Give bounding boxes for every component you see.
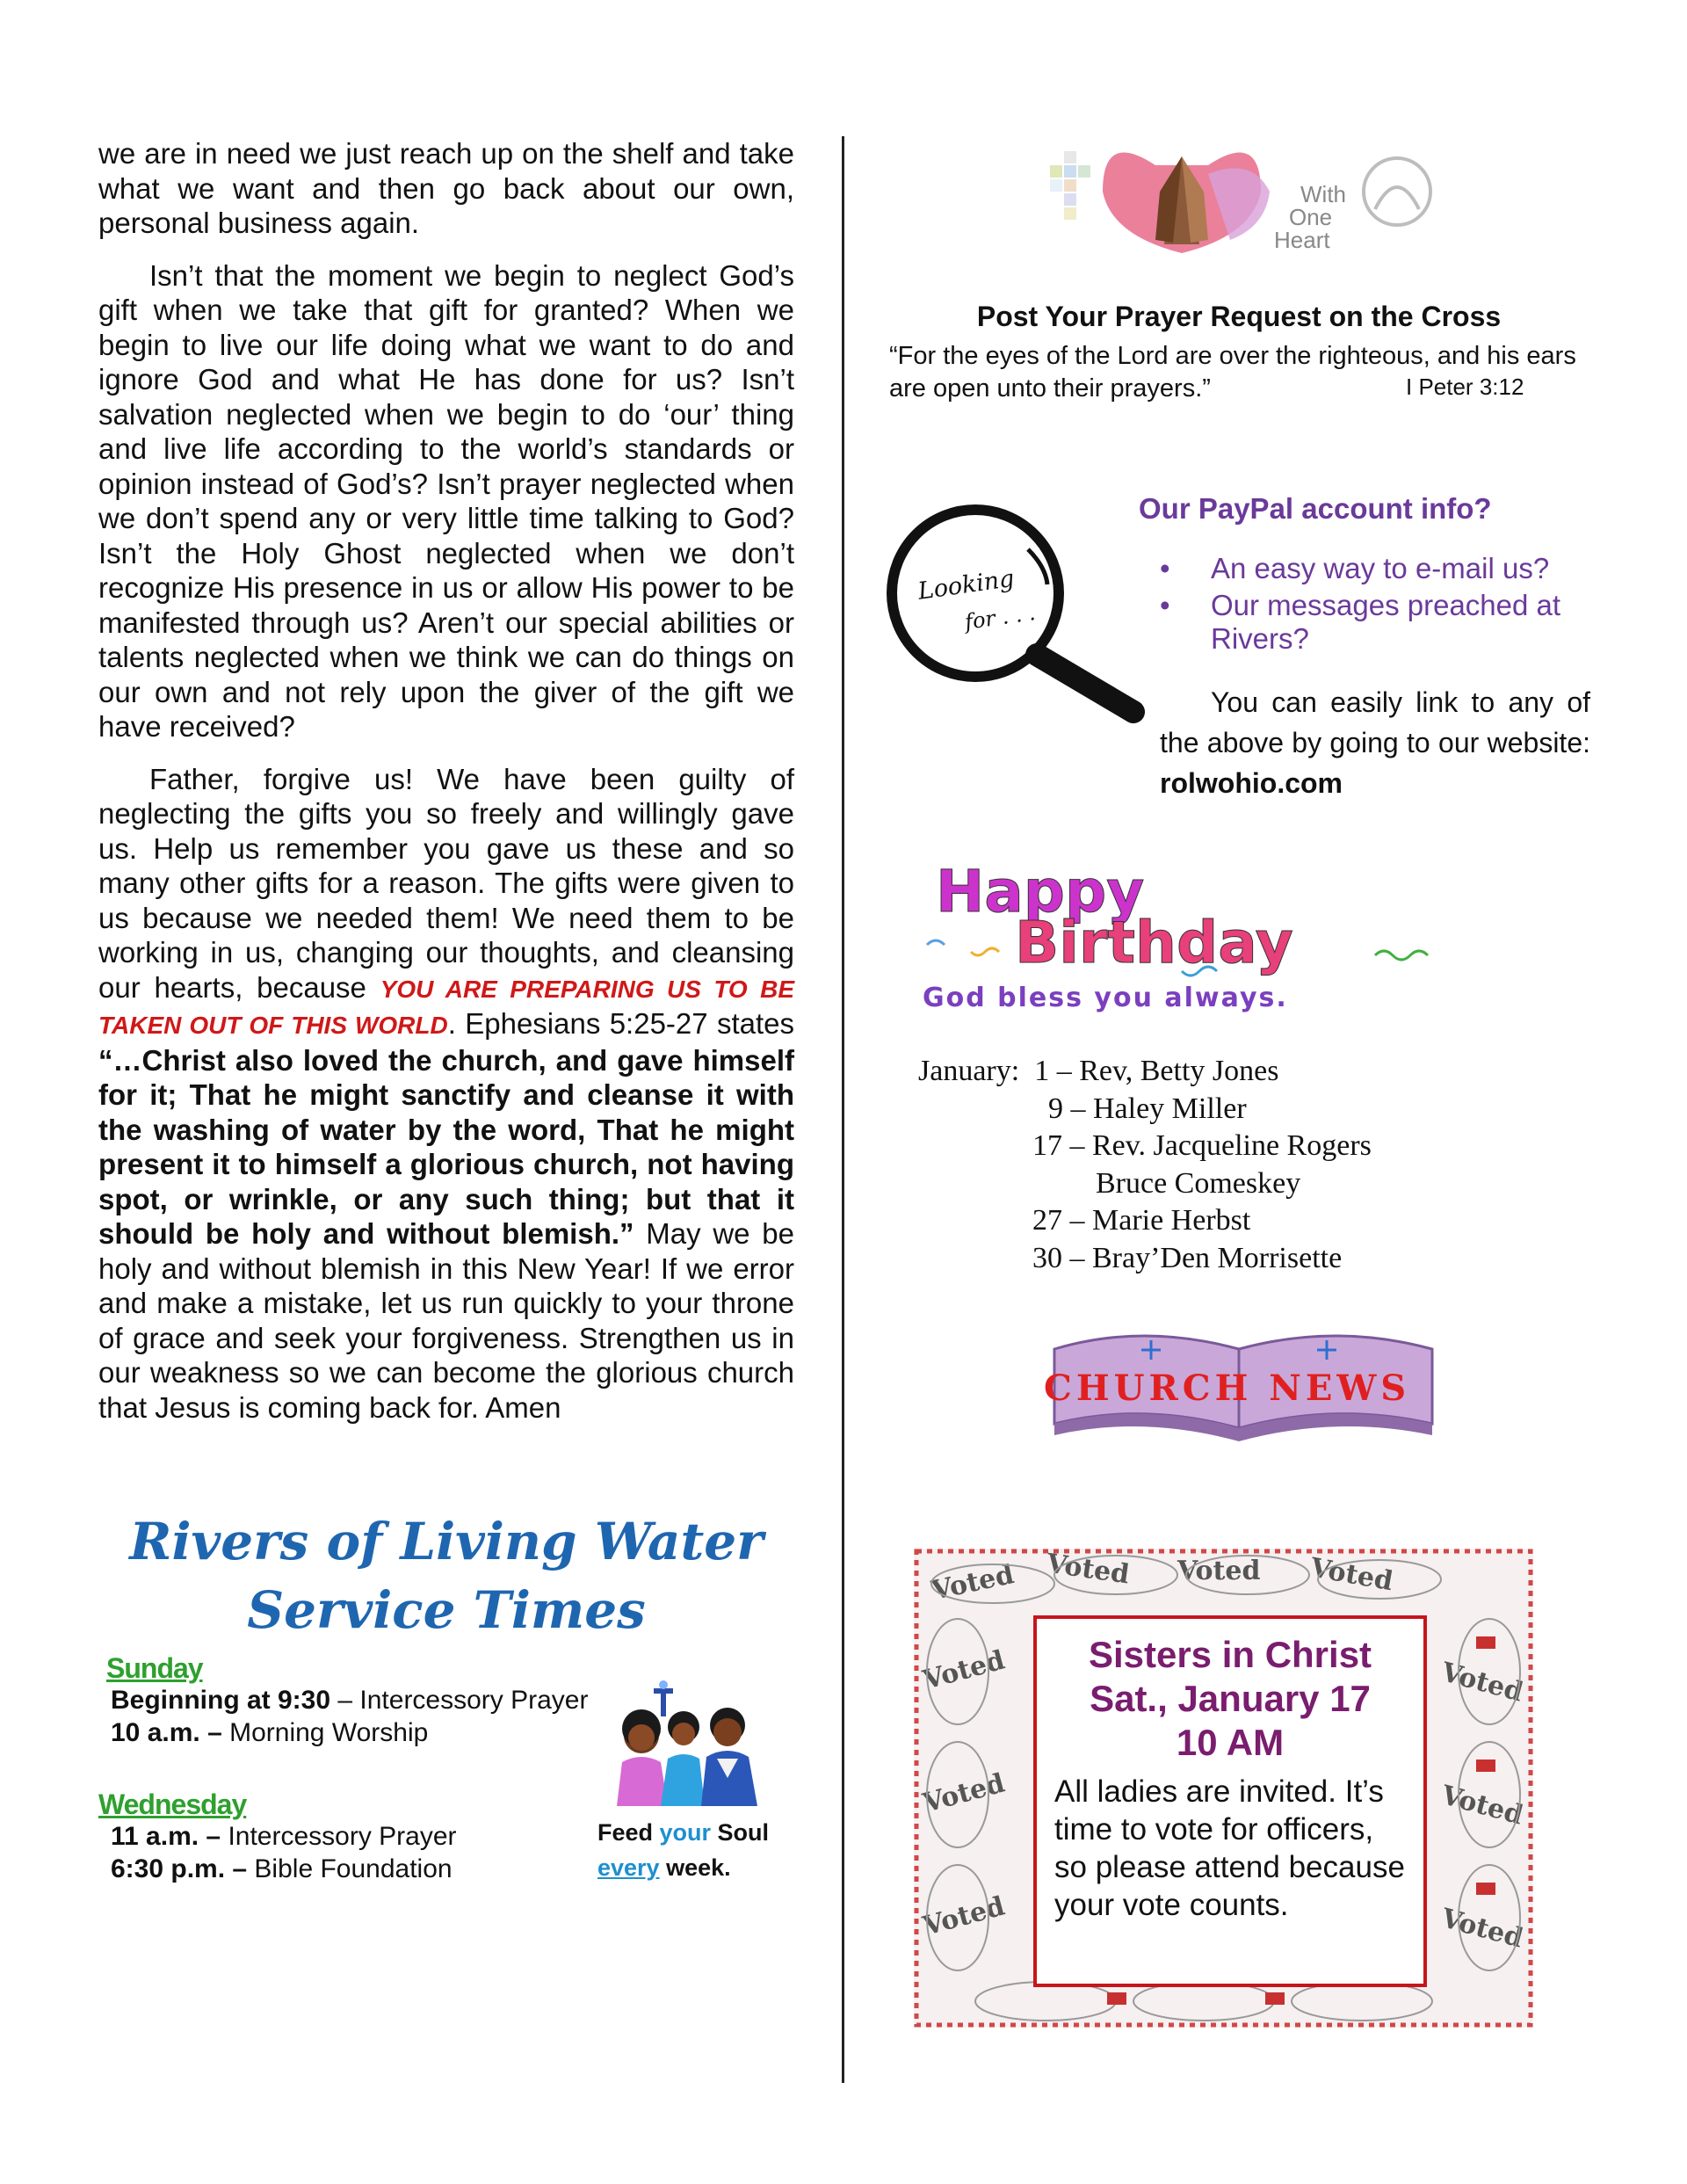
sunday-label: Sunday <box>106 1652 203 1684</box>
scripture-quote: “…Christ also loved the church, and gave himself for it; That he might sanctify and cleanse it with the washing of water by the word, That he might present it to himself a glorious church, not having spot, or wrinkle, or any such thing; but that it should be holy and without blemish.” <box>98 1043 794 1250</box>
frame-word: Voted <box>929 1559 1017 1607</box>
happy-birthday-banner <box>918 857 1481 1024</box>
sisters-title-line-3: 10 AM <box>1176 1722 1285 1763</box>
birthday-day: 9 <box>1048 1092 1063 1125</box>
paypal-description: You can easily link to any of the above by going to our website: <box>1160 686 1590 758</box>
birthday-row <box>918 1165 1372 1203</box>
banner-god-bless: God bless you always. <box>923 983 1288 1013</box>
birthday-day: 27 <box>1032 1204 1062 1237</box>
banner-birthday: Birthday <box>1015 909 1293 976</box>
service-desc: Intercessory Prayer <box>221 1822 457 1851</box>
service-times-title <box>98 1507 794 1644</box>
birthday-row: January: 1 – Rev, Betty Jones <box>918 1055 1279 1087</box>
feed-line-2 <box>597 1850 769 1885</box>
wednesday-service-2 <box>111 1853 453 1886</box>
sunday-service-1 <box>111 1684 588 1717</box>
article-paragraph-3 <box>98 762 794 1426</box>
feed-your-soul <box>597 1815 769 1885</box>
feed-every: every <box>597 1854 660 1881</box>
service-time: Beginning at 9:30 <box>111 1686 331 1715</box>
looking-for-text-2: for . . . <box>963 599 1037 635</box>
frame-word: Voted <box>1437 1903 1526 1955</box>
prayer-request-title: Post Your Prayer Request on the Cross <box>976 301 1502 332</box>
frame-word: Voted <box>919 1644 1009 1696</box>
frame-word: Voted <box>919 1890 1009 1942</box>
feed-text: Feed <box>597 1819 660 1846</box>
article-paragraph-1: we are in need we just reach up on the shelf and take what we want and then go back about our own, personal business again. <box>98 137 794 239</box>
website-link[interactable]: rolwohio.com <box>1160 767 1343 799</box>
feed-text: week. <box>659 1854 731 1881</box>
feed-text: Soul <box>711 1819 770 1846</box>
service-title-line-2: Service Times <box>247 1580 646 1640</box>
birthday-name: Bray’Den Morrisette <box>1092 1241 1343 1274</box>
frame-word: Voted <box>1437 1780 1526 1832</box>
wednesday-service-1 <box>111 1820 457 1854</box>
birthday-row: 30 – Bray’Den Morrisette <box>1032 1241 1343 1274</box>
birthday-row: 27 – Marie Herbst <box>1032 1204 1251 1237</box>
verse-reference: I Peter 3:12 <box>1406 374 1524 400</box>
paypal-text <box>1160 682 1590 803</box>
sisters-title <box>1037 1633 1423 1765</box>
frame-word: Voted <box>1307 1552 1395 1598</box>
service-desc: Bible Foundation <box>247 1854 453 1883</box>
birthday-list <box>918 1053 1372 1277</box>
article-column <box>98 136 794 1442</box>
service-time: 10 a.m. – <box>111 1718 222 1747</box>
service-desc: – Intercessory Prayer <box>330 1686 589 1715</box>
list-item: • Our messages preached at Rivers? <box>1160 589 1590 656</box>
birthday-row: 17 – Rev. Jacqueline Rogers <box>1032 1129 1372 1162</box>
article-emphasis-red: YOU ARE PREPARING US TO BE TAKEN OUT OF THIS WORLD <box>98 975 794 1039</box>
birthday-name: Rev. Jacqueline Rogers <box>1092 1129 1372 1162</box>
church-news-text: CHURCH NEWS <box>1044 1368 1411 1409</box>
feed-line-1 <box>597 1815 769 1850</box>
article-text: May we be holy and without blemish in this New Year! If we error and make a mistake, let us run quickly to your throne of grace and seek your forgiveness. Strengthen us in our weakness so we can become the glorious church that Jesus is coming back for. Amen <box>98 1217 794 1424</box>
birthday-name: Haley Miller <box>1093 1092 1247 1125</box>
frame-word: Voted <box>1177 1556 1261 1586</box>
birthday-name: Rev, Betty Jones <box>1079 1055 1279 1087</box>
with-one-heart-logo <box>1050 139 1437 258</box>
birthday-day: 1 <box>1034 1055 1050 1087</box>
family-worship-illustration <box>606 1674 764 1806</box>
service-time: 6:30 p.m. – <box>111 1854 248 1883</box>
logo-text-one: One <box>1289 204 1333 230</box>
birthday-day: 30 <box>1032 1241 1062 1274</box>
wednesday-label: Wednesday <box>98 1789 247 1820</box>
frame-word: Voted <box>1044 1549 1132 1591</box>
frame-word: Voted <box>1437 1657 1526 1709</box>
prayer-verse: “For the eyes of the Lord are over the righteous, and his ears are open unto their prayers.” <box>889 342 1576 403</box>
sisters-title-line-2: Sat., January 17 <box>1090 1678 1371 1719</box>
frame-word: Voted <box>919 1767 1009 1819</box>
feed-your: your <box>659 1819 712 1846</box>
sunday-service-2 <box>111 1716 428 1750</box>
list-item: • An easy way to e-mail us? <box>1160 552 1590 585</box>
birthday-name: Marie Herbst <box>1092 1204 1251 1237</box>
logo-text-with: With <box>1300 181 1346 207</box>
column-divider <box>842 136 844 2083</box>
birthday-row: 9 – Haley Miller <box>1048 1092 1247 1125</box>
article-paragraph-2: Isn’t that the moment we begin to neglect God’s gift when we take that gift for granted? When we begin to live our life doing what we want to do and ignore God and what He has done for us? Isn’t salvation neglected when we begin to do ‘our’ thing and live life according to the world’s standards or opinion instead of God’s? Isn’t prayer neglected when we don’t spend any or very little time talking to God? Isn’t the Holy Ghost neglected when we don’t recognize His presence in us or allow His power to be manifested through us? Aren’t our special abilities or talents neglected when we think we can do things on our own and not rely upon the giver of the gift we have received? <box>98 258 794 743</box>
paypal-list <box>1160 552 1590 659</box>
magnifying-glass-icon <box>879 497 1151 729</box>
service-title-line-1: Rivers of Living Water <box>129 1512 764 1571</box>
service-time: 11 a.m. – <box>111 1822 221 1851</box>
article-text: Father, forgive us! We have been guilty of neglecting the gifts you so freely and willingly gave us. Help us remember you gave us these and so many other gifts for a reason. The gifts were given to us because we needed them! We need them to be working in us, changing our thoughts, and cleansing our hearts, because <box>98 762 794 1004</box>
logo-text-heart: Heart <box>1274 227 1330 253</box>
sisters-title-line-1: Sisters in Christ <box>1088 1634 1372 1675</box>
article-text: . Ephesians 5:25-27 states <box>447 1007 795 1040</box>
banner-happy: Happy <box>936 858 1145 925</box>
birthday-month: January: <box>918 1055 1020 1087</box>
paypal-title: Our PayPal account info? <box>1139 492 1492 525</box>
service-desc: Morning Worship <box>221 1718 429 1747</box>
birthday-day: 17 <box>1032 1129 1062 1162</box>
sisters-text: All ladies are invited. It’s time to vote for officers, so please attend because your vote counts. <box>1054 1774 1405 1922</box>
church-news-book-icon <box>1037 1323 1450 1446</box>
birthday-name: Bruce Comeskey <box>1096 1166 1301 1200</box>
looking-for-text-1: Looking <box>916 564 1017 606</box>
